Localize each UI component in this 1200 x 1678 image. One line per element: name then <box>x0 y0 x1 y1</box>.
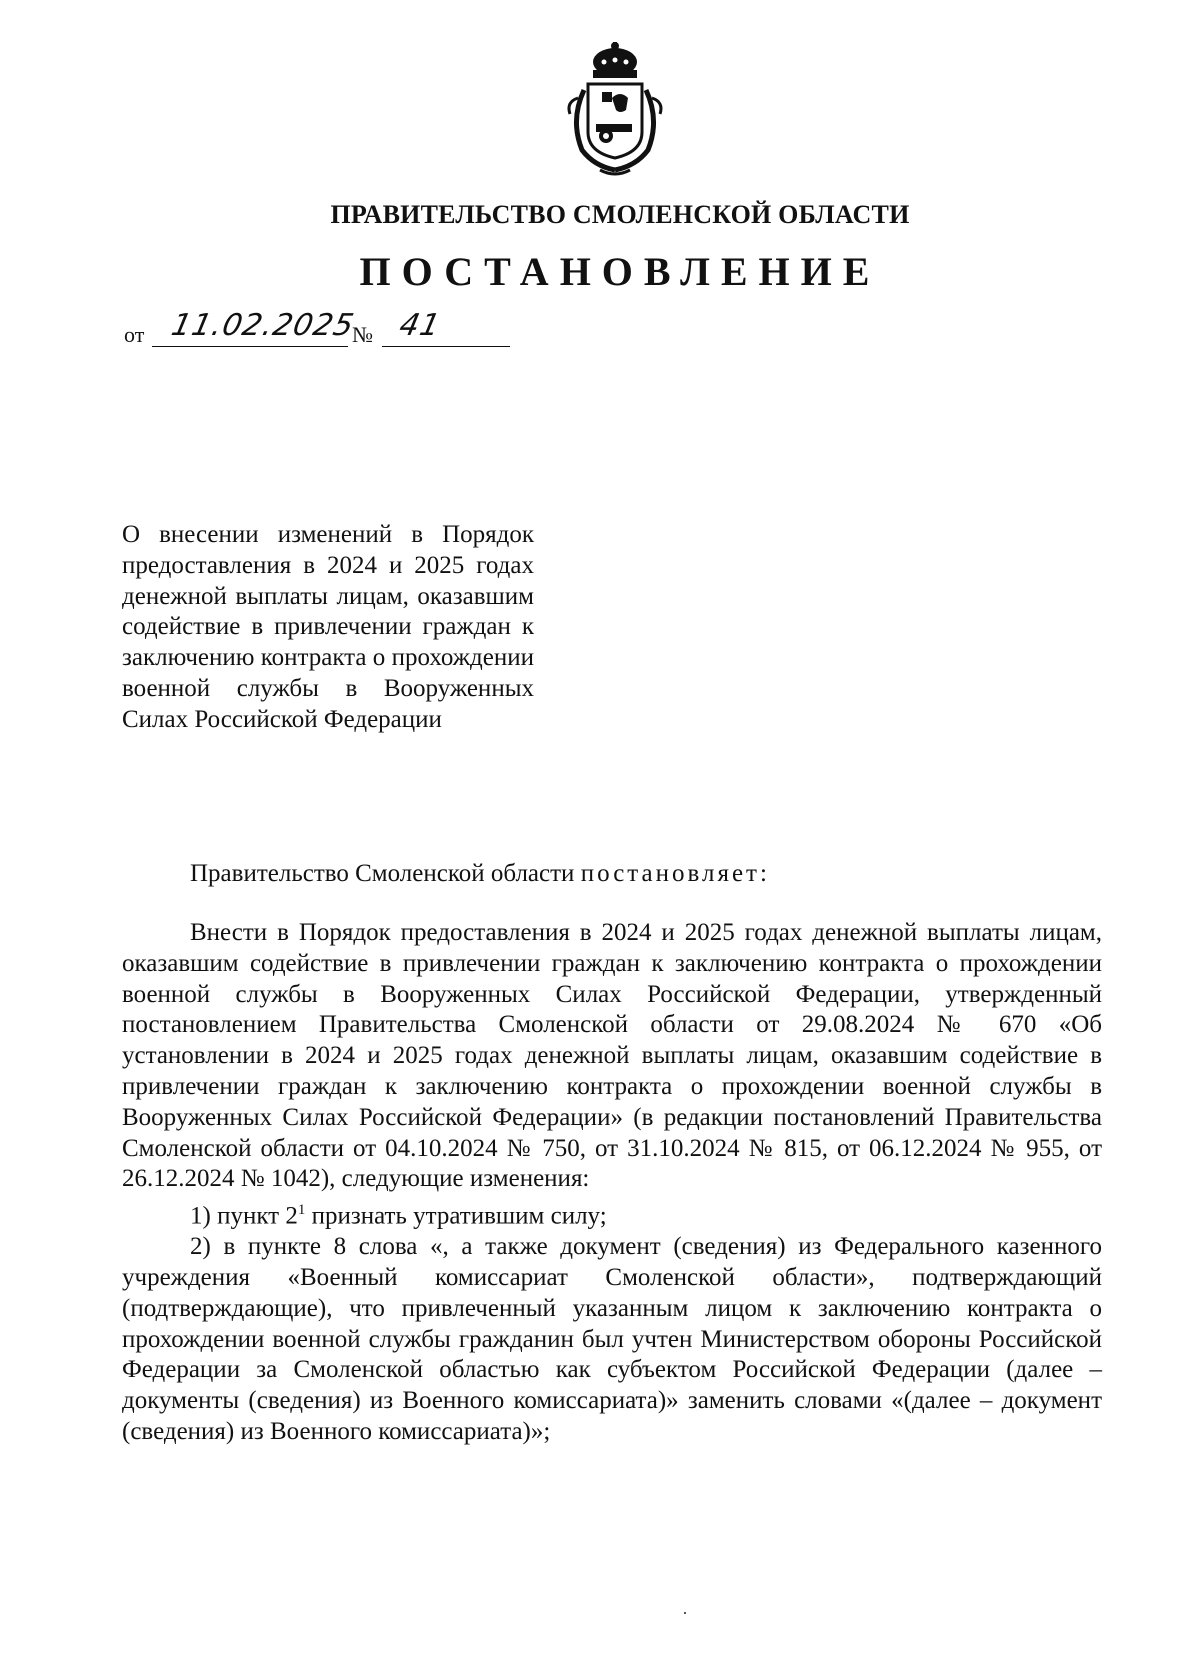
organization-title: ПРАВИТЕЛЬСТВО СМОЛЕНСКОЙ ОБЛАСТИ <box>330 200 910 229</box>
date-number-line <box>124 310 544 350</box>
coat-of-arms-emblem <box>560 40 670 180</box>
document-subject: О внесении изменений в Порядок предоставления в 2024 и 2025 годах денежной выплаты лицам, оказавшим содействие в привлечении граждан к заключению контракта о прохождении военной службы в Вооруженных Силах Российской Федерации <box>122 521 534 733</box>
date-underline <box>152 346 348 347</box>
date-from-label: от <box>124 322 145 347</box>
document-body <box>122 918 1102 1448</box>
decree-verb: постановляет: <box>580 860 770 887</box>
number-underline <box>382 346 510 347</box>
body-intro-paragraph: Внести в Порядок предоставления в 2024 и 2025 годах денежной выплаты лицам, оказавшим содействие в привлечении граждан к заключению контракта о прохождении военной службы в Вооруженных Силах Российской Федерации, утвержденный постановлением Правительства Смоленской области от 29.08.2024 № 670 «Об установлении в 2024 и 2025 годах денежной выплаты лицам, оказавшим содействие в привлечении граждан к заключению контракта о прохождении военной службы в Вооруженных Силах Российской Федерации» (в редакции постановлений Правительства Смоленской области от 04.10.2024 № 750, от 31.10.2024 № 815, от 06.12.2024 № 955, от 26.12.2024 № 1042), следующие изменения: <box>122 919 1102 1193</box>
handwritten-number: 41 <box>396 308 444 343</box>
decree-lead: Правительство Смоленской области <box>190 860 575 887</box>
decree-line <box>190 860 770 888</box>
number-label: № <box>352 322 373 347</box>
document-type-title: ПОСТАНОВЛЕНИЕ <box>359 249 881 294</box>
item1-text-after: признать утратившим силу; <box>305 1202 607 1230</box>
item1-superscript: 1 <box>297 1202 306 1219</box>
handwritten-date: 11.02.2025 <box>168 308 358 343</box>
item1-text-before: 1) пункт 2 <box>190 1202 298 1230</box>
body-item-2: 2) в пункте 8 слова «, а также документ (сведения) из Федерального казенного учреждения «Военный комиссариат Смоленской области», подтверждающий (подтверждающие), что привлеченный указанным лицом к заключению контракта о прохождении военной службы гражданин был учтен Министерством обороны Российской Федерации за Смоленской областью как субъектом Российской Федерации (далее – документы (сведения) из Военного комиссариата)» заменить словами «(далее – документ (сведения) из Военного комиссариата)»; <box>122 1233 1102 1446</box>
scan-speck <box>684 1612 686 1614</box>
body-item-1 <box>122 1195 1102 1232</box>
